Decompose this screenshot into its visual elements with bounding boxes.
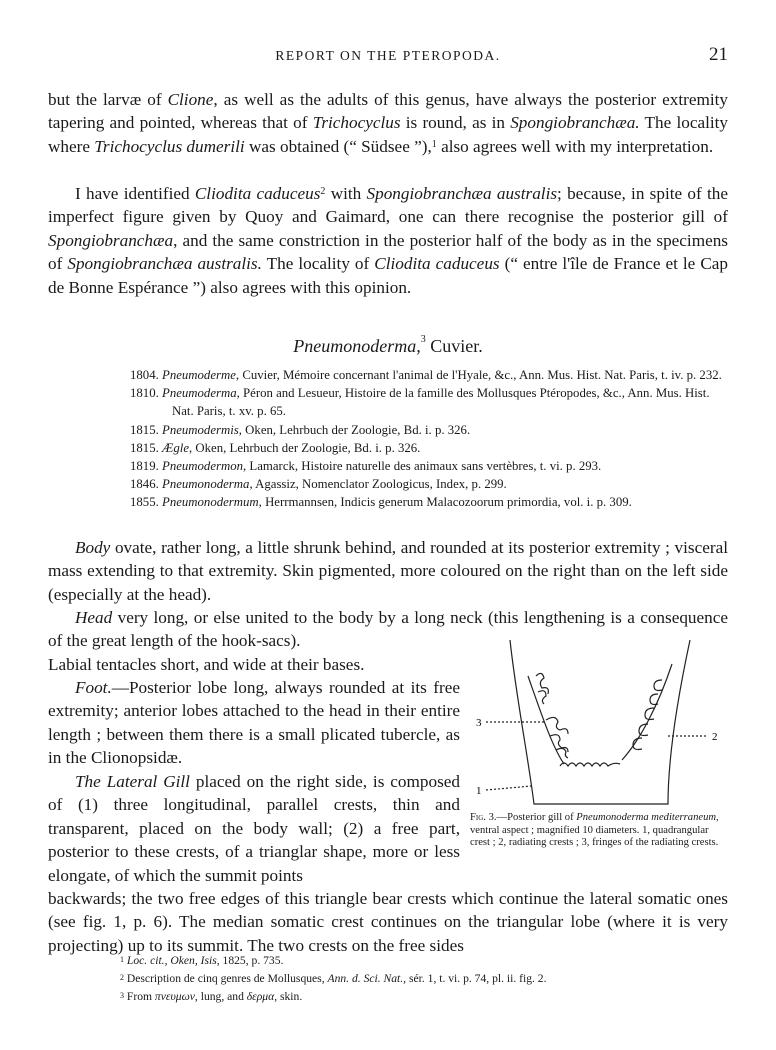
figure-posterior-gill [472,636,728,812]
paragraph-body: Body ovate, rather long, a little shrunk behind, and rounded at its posterior extremity ; visceral mass extending to that extremity. Skin pigmented, more coloured on the right than on the left side (especially at the head). [48,538,728,604]
synonym-entry: 1815. Ægle, Oken, Lehrbuch der Zoologie, Bd. i. p. 326. [130,440,421,455]
genus-heading: Pneumonoderma,$^3$ Cuvier. [293,334,483,356]
paragraph-clione: but the larvæ of Clione, as well as the adults of this genus, have always the posterior extremity tapering and pointed, whereas that of Trichocyclus is round, as in Spongiobranchæa. The locality where Trichocyclus dumerili was obtained (“ Südsee ”),$^1$ also agrees well with my interpretation. [48,90,728,156]
figure-label-2: 2 [712,731,718,743]
paragraph-head: Head very long, or else united to the body by a long neck (this lengthening is a consequence of the great length of the hook-sacs). [48,608,728,651]
paragraph-cliodita: I have identified Cliodita caduceus$^2$ with Spongiobranchæa australis; because, in spite of the imperfect figure given by Quoy and Gaimard, one can there recognise the posterior gill of Spongiobranchæa, and the same constriction in the posterior half of the body as in the specimens of Spongiobranchæa australis. The locality of Cliodita caduceus (“ entre l'île de France et le Cap de Bonne Espérance ”) also agrees with this opinion. [48,184,728,297]
page-header [0,44,776,74]
synonym-entry: 1819. Pneumodermon, Lamarck, Histoire naturelle des animaux sans vertèbres, t. vi. p. 293. [130,459,602,474]
footnote-ref-1: 1 [431,138,437,150]
footnote-ref-2: 2 [320,186,326,197]
synonymy-list [130,366,730,512]
figure-label-1: 1 [476,785,482,797]
footnote-ref-3: 3 [420,334,426,345]
synonym-entry: 1804. Pneumoderme, Cuvier, Mémoire concernant l'animal de l'Hyale, &c., Ann. Mus. Hist. Nat. Paris, t. iv. p. 232. [130,368,722,382]
paragraph-tentacles: Labial tentacles short, and wide at their bases. [48,655,365,674]
figure-caption: Fig. 3.—Posterior gill of Pneumonoderma mediterraneum, ventral aspect ; magnified 10 diameters. 1, quadrangular crest ; 2, radiating crests ; 3, fringes of the radiating crests. [470,812,719,849]
footnote-2: $^2$ Description de cinq genres de Mollusques, Ann. d. Sci. Nat., sér. 1, t. vi. p. 74, pl. ii. fig. 2. [120,972,547,985]
paragraph-gill: The Lateral Gill placed on the right side, is composed of (1) three longitudinal, parallel crests, thin and transparent, placed on the body wall; (2) a free part, posterior to these crests, of a trianglar shape, more or less elongate, of which the summit points [48,772,460,885]
page-number: 21 [709,44,728,65]
running-title: REPORT ON THE PTEROPODA. [275,48,501,63]
synonym-entry: 1810. Pneumoderma, Péron and Lesueur, Histoire de la famille des Mollusques Ptéropodes, &c., Ann. Mus. Hist. Nat. Paris, t. xv. p. 65. [130,386,710,419]
paragraph-gill-continued: backwards; the two free edges of this triangle bear crests which continue the lateral somatic ones (see fig. 1, p. 6). The median somatic crest continues on the triangular lobe (where it is very projecting) up to its summit. The two crests on the free sides [48,889,728,955]
figure-label-3: 3 [476,717,482,729]
footnote-1: $^1$ Loc. cit., Oken, Isis, 1825, p. 735. [120,954,284,967]
synonym-entry: 1855. Pneumonodermum, Herrmannsen, Indicis generum Malacozoorum primordia, vol. i. p. 309. [130,495,632,510]
footnotes [120,952,740,1006]
gill-illustration [472,636,728,812]
synonym-entry: 1815. Pneumodermis, Oken, Lehrbuch der Zoologie, Bd. i. p. 326. [130,422,471,437]
synonym-entry: 1846. Pneumonoderma, Agassiz, Nomenclator Zoologicus, Index, p. 299. [130,477,507,492]
paragraph-foot: Foot.—Posterior lobe long, always rounded at its free extremity; anterior lobes attached to the head in their entire length ; between them there is a small plicated tubercle, as in the Clionopsidæ. [48,678,460,768]
footnote-3: $^3$ From πνευμων, lung, and δερμα, skin. [120,990,303,1003]
